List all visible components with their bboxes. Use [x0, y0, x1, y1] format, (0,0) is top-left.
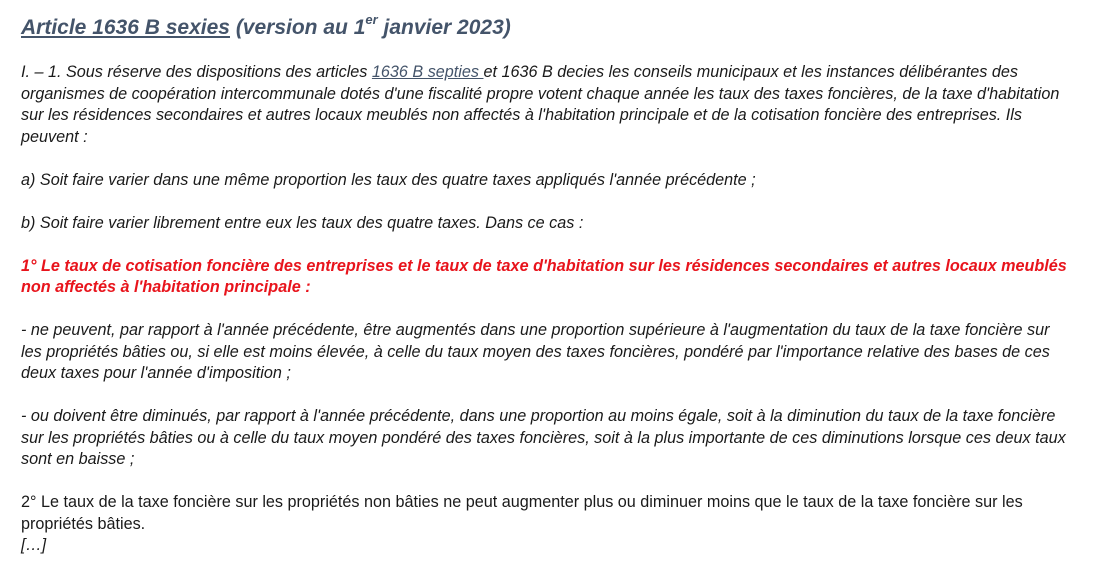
paragraph-1-highlighted: 1° Le taux de cotisation foncière des entreprises et le taux de taxe d'habitation sur les résidences secondaires et autres locaux meublés non affectés à l'habitation principale :: [21, 256, 1067, 296]
paragraph-dash-2: - ou doivent être diminués, par rapport à l'année précédente, dans une proportion au moins égale, soit à la diminution du taux de la taxe foncière sur les propriétés bâties ou à celle du taux moyen pondéré des taxes foncières, soit à la plus importante de ces diminutions lorsque ces deux taux sont en baisse ;: [21, 407, 1066, 468]
paragraph-2: 2° Le taux de la taxe foncière sur les propriétés non bâties ne peut augmenter plus ou diminuer moins que le taux de la taxe foncière sur les propriétés bâties.: [21, 493, 1023, 533]
article-title-version-prefix: (version au 1: [229, 16, 366, 39]
article-title-superscript: er: [365, 12, 378, 27]
article-title-link[interactable]: Article 1636 B sexies: [21, 16, 230, 39]
paragraph-dash-1: - ne peuvent, par rapport à l'année précédente, être augmentés dans une proportion supérieure à l'augmentation du taux de la taxe foncière sur les propriétés bâties ou, si elle est moins élevée, à celle du taux moyen des taxes foncières, pondéré par l'importance relative des bases de ces deux taxes pour l'année d'imposition ;: [21, 321, 1050, 382]
article-1636-b-septies-link[interactable]: 1636 B septies: [371, 63, 484, 81]
paragraph-intro-start: I. – 1. Sous réserve des dispositions des articles: [21, 63, 372, 81]
ellipsis: […]: [21, 536, 47, 554]
paragraph-b: b) Soit faire varier librement entre eux les taux des quatre taxes. Dans ce cas :: [21, 213, 584, 232]
article-title-version-suffix: janvier 2023): [377, 16, 511, 39]
article-body: [21, 62, 1071, 557]
paragraph-intro-end: et 1636 B decies les conseils municipaux et les instances délibérantes des organismes de coopération intercommunale dotés d'une fiscalité propre votent chaque année les taux des taxes foncières, de la taxe d'habitation sur les résidences secondaires et autres locaux meublés non affectés à l'habitation principale et de la cotisation foncière des entreprises. Ils peuvent :: [21, 63, 1060, 146]
paragraph-intro: [21, 62, 1071, 148]
article-title: [21, 8, 511, 42]
paragraph-a: a) Soit faire varier dans une même proportion les taux des quatre taxes appliqués l'année précédente ;: [21, 170, 756, 189]
